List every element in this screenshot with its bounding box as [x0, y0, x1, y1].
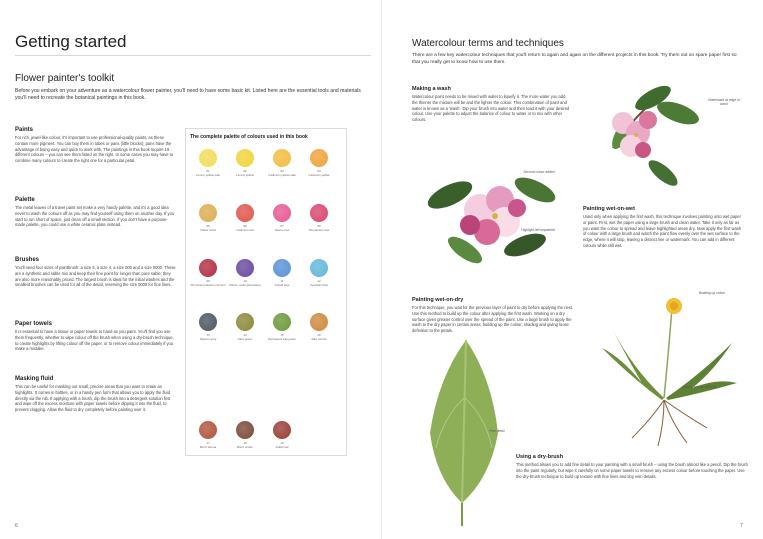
swatch-label: 02 Lemon yellow [236, 169, 254, 177]
leaves-annotation: Leaves loosely defined [682, 385, 716, 389]
techniques-intro: There are a few key watercolour techniques that you'll return to again and again on the different projects in this book. Try them out on spare paper first so that you really get to know how to use them. [412, 53, 737, 65]
wet-on-wet-text: Used only when applying the first wash, this technique involves painting onto wet paper or paint. First, wet the paper using a large brush and clean water. Take it only as far as you want the colour to spread and leave highlighted areas dry. Now apply the first wash of colour with a large brush and watch the paint flow evenly over the wet surface to the edge, where it will stop, leaving a distinct line or watermark. You can add in different colours while still wet. [583, 214, 742, 249]
swatch-label: 14 Olive green [237, 333, 253, 341]
paints-heading: Paints [15, 127, 34, 133]
colour-swatch [310, 204, 328, 222]
paper-towels-text: It is essential to have a tissue or paper towels to hand as you paint. You'll find you use them frequently, whether to wipe colour off the brush when using a dry-brush technique, to create highlights by lifting colour off the paper, or to remove colour immediately if you make a mistake. [15, 329, 174, 352]
toolkit-heading: Flower painter's toolkit [15, 73, 115, 84]
dandelion-illustration [592, 288, 747, 448]
swatch-label: 06 Cadmium red [236, 224, 254, 232]
wet-on-dry-text: For this technique, you wait for the previous layer of paint to dry before applying the next. Use this method to build up the colour after applying the first wash. Working on a dry surface gives greater control over the spread of the paint. Use a large brush to apply the wash to the dry paper in certain areas, building up the colour, shading and giving loose definition to the petals. [412, 305, 574, 334]
palette-title: The complete palette of colours used in this book [190, 134, 308, 140]
swatch-label: 17 Burnt sienna [199, 441, 217, 449]
dry-brush-heading: Using a dry-brush [516, 454, 564, 460]
swatch-label: 07 Opera rose [274, 224, 290, 232]
toolkit-intro: Before you embark on your adventure as a watercolour flower painter, you'll need to have some basic kit. Listed here are the essential tools and materials you'll need to recreate the botanical paintings in this book. [15, 88, 361, 102]
colour-swatch [199, 421, 217, 439]
making-wash-heading: Making a wash [412, 86, 451, 92]
wash-blossom-illustration [593, 78, 743, 188]
wet-on-wet-heading: Painting wet-on-wet [583, 206, 635, 212]
colour-swatch [199, 259, 217, 277]
colour-swatch [199, 313, 217, 331]
swatch-label: 11 Cobalt blue [274, 279, 290, 287]
paper-towels-heading: Paper towels [15, 321, 53, 327]
colour-swatch [310, 149, 328, 167]
swatch-label: 05 Yellow ochre [199, 224, 217, 232]
swatch-label: 10 Winsor violet (dioxazine) [229, 279, 261, 287]
building-colour-annotation: Building up colour [698, 291, 726, 295]
highlight-annotation: Highlight left unpainted [521, 228, 555, 232]
colour-swatch [273, 149, 291, 167]
colour-swatch [310, 313, 328, 331]
watermark-annotation: Watermark at edge of wash [708, 98, 740, 107]
colour-palette-panel [185, 128, 347, 456]
swatch-label: 16 Raw sienna [311, 333, 327, 341]
paints-text: For rich, jewel-like colour, it's important to use professional-quality paints, as these contain more pigment. You can buy them in tubes or pans (little blocks); pans have the advantage of being easy and quick to work with. The paintings in this book require 19 different colours – you can see them listed on the right. In some cases you may have to combine many colours to create the right one for a particular petal. [15, 135, 174, 164]
brushes-heading: Brushes [15, 257, 40, 263]
making-wash-text: Watercolour paint needs to be mixed with water to liquefy it. The more water you add, the thinner the mixture will be and the lighter the colour. This combination of paint and water is known as a 'wash'. Dip your brush into water and then load it with your desired colour. Use your palette to adjust the balance of colour to water or to mix with other colours. [412, 94, 570, 123]
colour-swatch [273, 421, 291, 439]
title-rule [15, 55, 371, 56]
masking-fluid-heading: Masking fluid [15, 376, 54, 382]
brushes-text: You'll need four sizes of paintbrush: a size 6, a size 4, a size 000 and a size 0000. These are a synthetic and sable mix and keep their fine point for longer than pure sable; they are also more reasonably priced. The largest brush is ideal for the initial washes and the smallest brushes can be used for all of the detail, reserving the size 0000 for fine lines. [15, 265, 176, 288]
swatch-label: 18 Burnt umber [237, 441, 253, 449]
masking-fluid-text: This can be useful for masking out small, precise areas that you want to retain as highlights. It comes in bottles, or in a handy pen form that allows you to apply the fluid directly via the nib. If applying with a brush, dip the brush into a detergent solution first and wipe off the excess moisture with paper towels before dipping it into the fluid, to prevent clogging. Allow the fluid to dry completely before painting over it. [15, 384, 171, 413]
dry-brush-text: This method allows you to add fine detail to your painting with a small brush – using the brush almost like a pencil. Dip the brush into the paint regularly, but wipe it carefully on some paper towels to remove any excess colour before touching the paper. Use the dry-brush technique to build up texture with fine lines and tiny vein details. [516, 462, 748, 479]
colour-swatch [273, 313, 291, 331]
swatch-label: 08 Permanent rose [308, 224, 330, 232]
colour-swatch [236, 204, 254, 222]
colour-swatch [236, 313, 254, 331]
colour-swatch [236, 259, 254, 277]
swatch-label: 15 Permanent sap green [268, 333, 296, 341]
second-colour-annotation: Second colour added [523, 170, 555, 174]
techniques-title: Watercolour terms and techniques [412, 38, 564, 49]
colour-swatch [199, 204, 217, 222]
swatch-label: 09 Permanent alizarin crimson [190, 279, 226, 287]
colour-swatch [236, 421, 254, 439]
wet-blossom-illustration [425, 160, 570, 280]
page-number-right: 7 [740, 523, 743, 529]
swatch-label: 19 Indian red [275, 441, 289, 449]
swatch-label: 01 Lemon yellow pale [196, 169, 220, 177]
colour-swatch [310, 259, 328, 277]
colour-swatch [273, 204, 291, 222]
colour-swatch [273, 259, 291, 277]
page-number-left: 6 [15, 523, 18, 529]
swatch-label: 03 Cadmium yellow pale [268, 169, 296, 177]
palette-heading: Palette [15, 197, 35, 203]
swatch-label: 12 Cerulean blue [310, 279, 328, 287]
palette-text: The metal leaves of a travel paint set make a very handy palette, and it's a good idea never to wash the colours off as you may find yourself using them on another day. If you start to run short of space, just clean off a small section. If you don't have a purpose-made palette, you could use a white ceramic plate instead. [15, 205, 175, 228]
fine-detail-annotation: Fine detail [489, 429, 505, 433]
page-title: Getting started [15, 32, 127, 51]
colour-swatch [236, 149, 254, 167]
colour-swatch [199, 149, 217, 167]
page-gutter [381, 0, 382, 539]
wet-on-dry-heading: Painting wet-on-dry [412, 297, 464, 303]
swatch-label: 13 Payne's grey [199, 333, 217, 341]
swatch-label: 04 Cadmium yellow [308, 169, 330, 177]
